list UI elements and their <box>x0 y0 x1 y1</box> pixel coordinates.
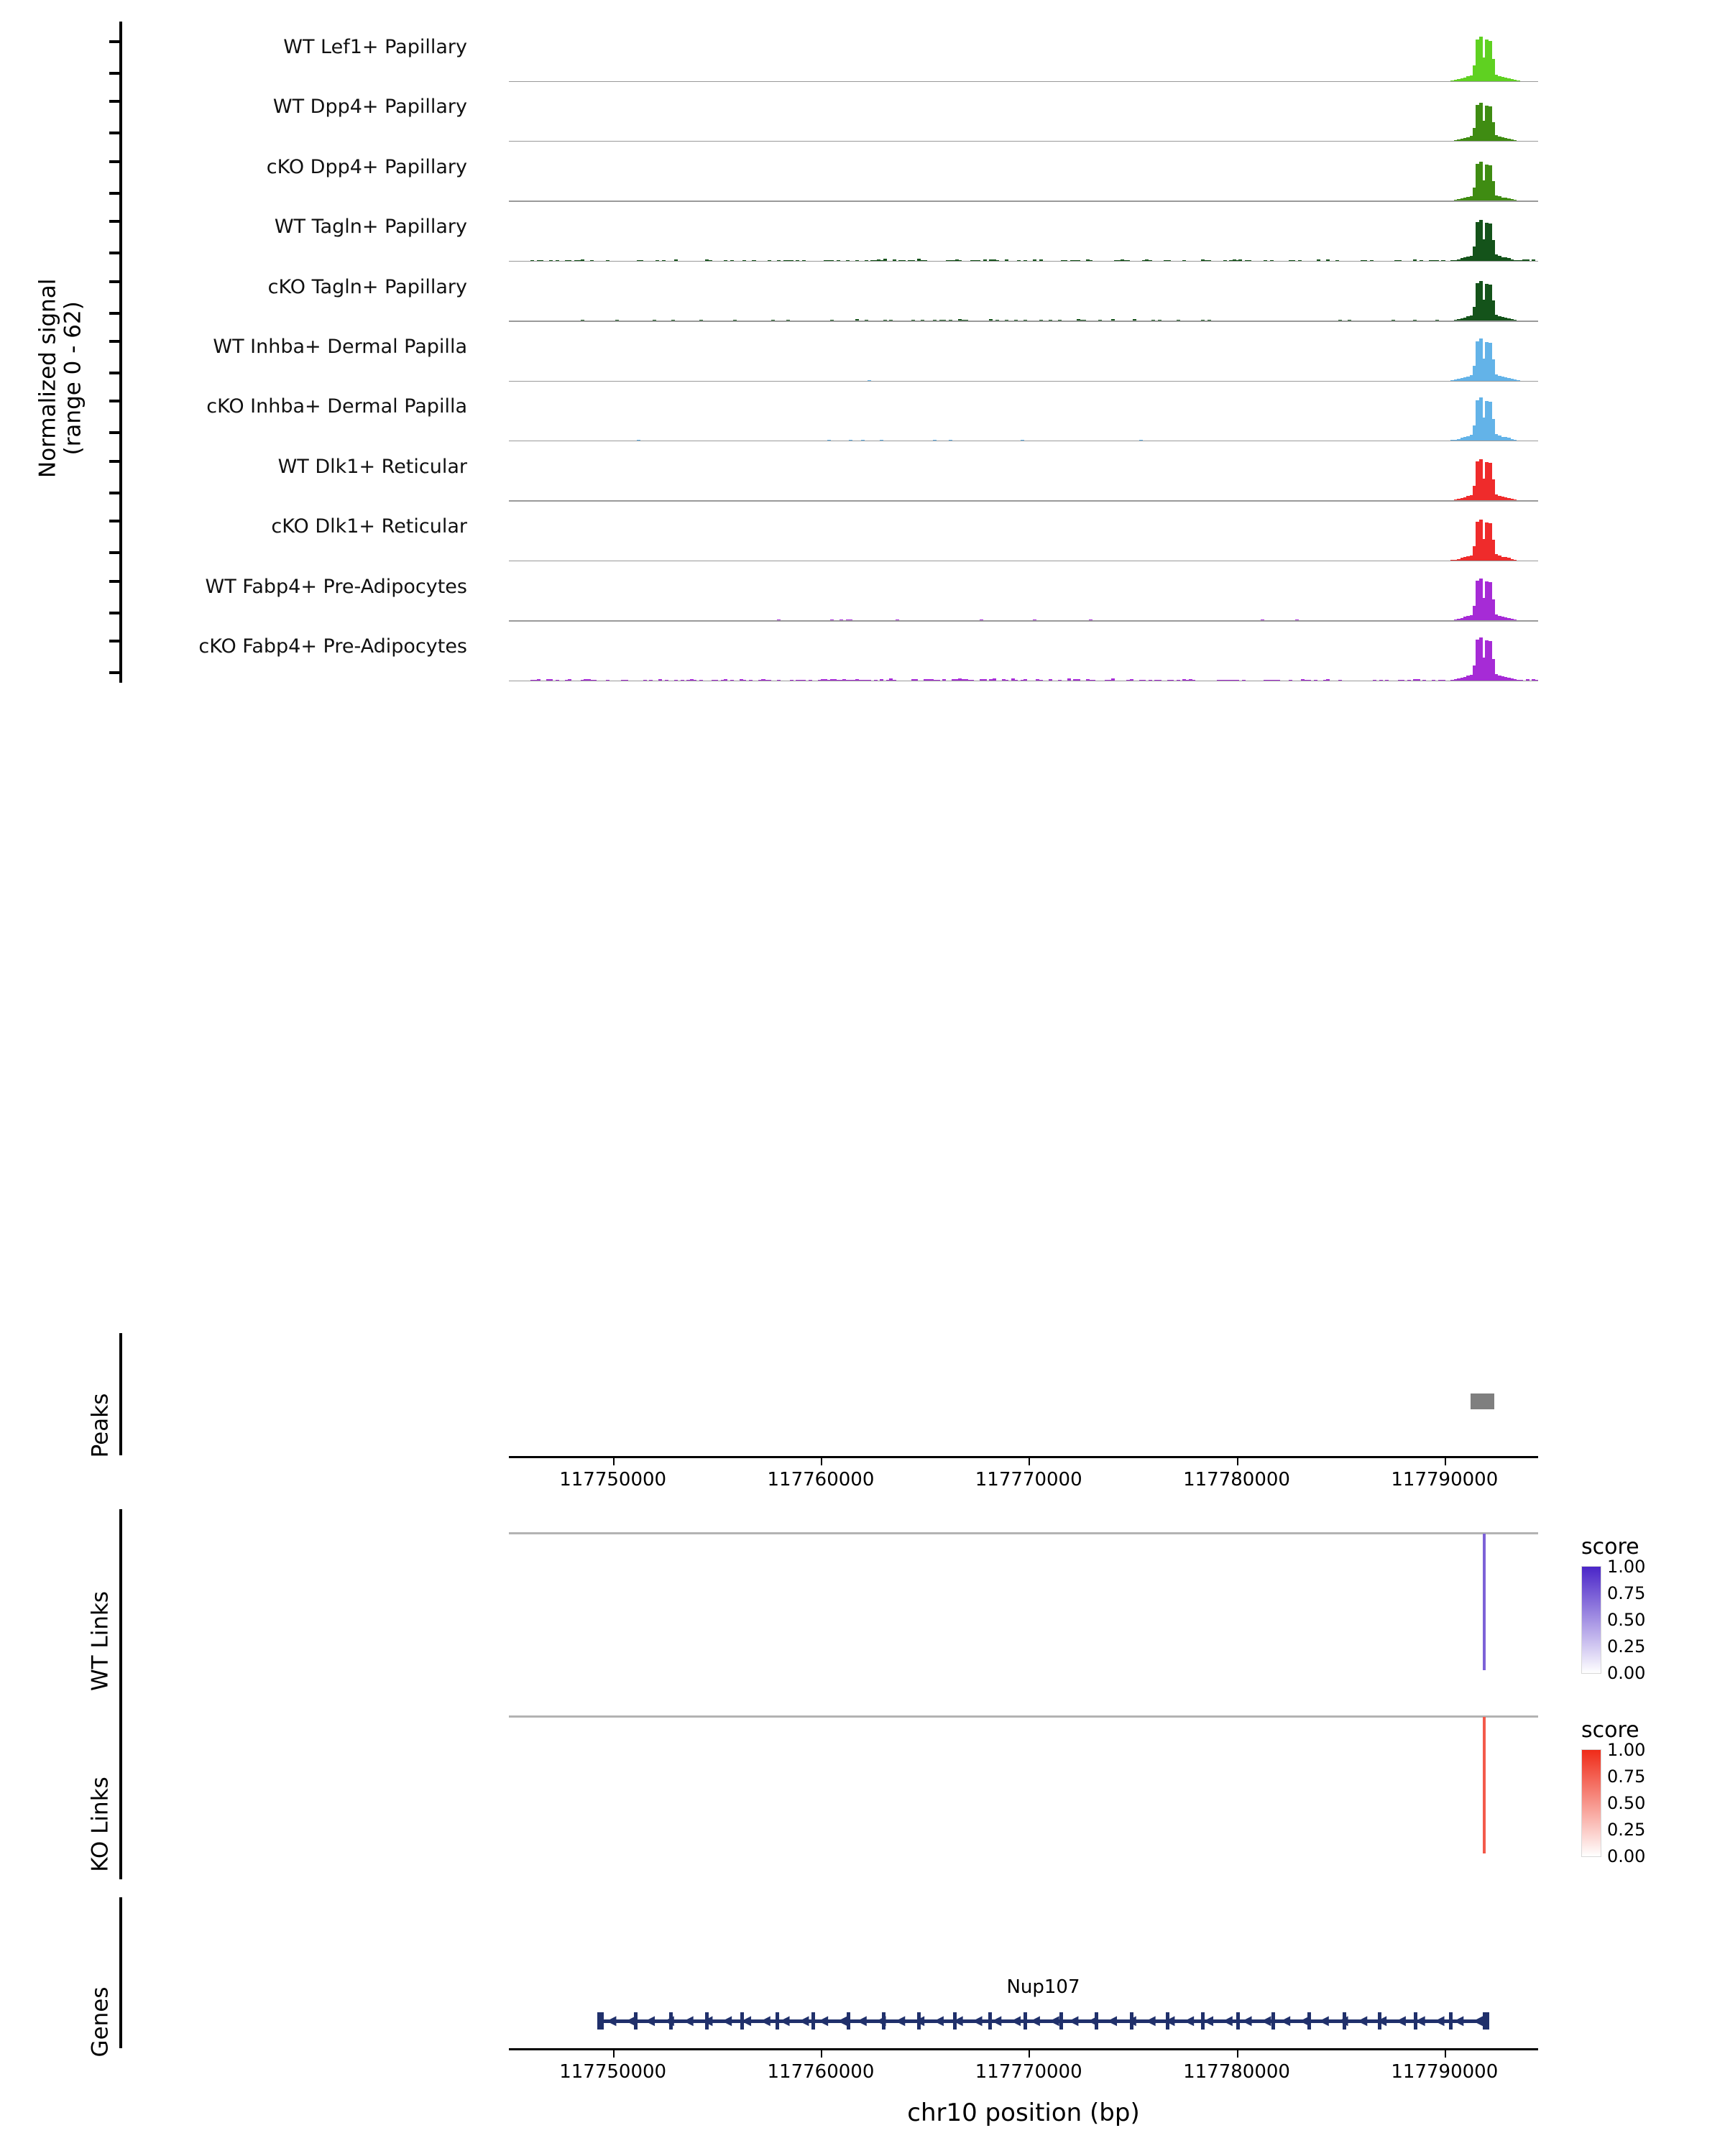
legend-tick-label: 1.00 <box>1607 1557 1646 1577</box>
x-axis-tick-label: 117780000 <box>1183 2061 1290 2083</box>
gene-strand-arrow-icon: ◀ <box>683 2013 694 2028</box>
signal-axis-tick <box>109 160 119 163</box>
link-line <box>1483 1534 1486 1670</box>
gene-strand-arrow-icon: ◀ <box>1068 2013 1079 2028</box>
legend-title: score <box>1581 1534 1639 1560</box>
signal-baseline <box>509 81 1538 83</box>
peaks-track <box>509 1333 1538 1455</box>
signal-baseline <box>509 381 1538 382</box>
signal-axis-tick <box>109 640 119 642</box>
gene-strand-arrow-icon: ◀ <box>1261 2013 1271 2028</box>
gene-strand-arrow-icon: ◀ <box>1453 2013 1464 2028</box>
track-label: WT Dlk1+ Reticular <box>277 455 467 478</box>
gene-strand-arrow-icon: ◀ <box>702 2013 713 2028</box>
signal-axis-label-text: Normalized signal (range 0 - 62) <box>34 278 86 478</box>
peak-rect <box>1471 1393 1494 1409</box>
track-label: WT Lef1+ Papillary <box>283 36 467 58</box>
gene-exon <box>776 2012 779 2030</box>
legend-tick-label: 0.25 <box>1607 1820 1646 1840</box>
gene-strand-arrow-icon: ◀ <box>1087 2013 1098 2028</box>
gene-strand-arrow-icon: ◀ <box>741 2013 752 2028</box>
gene-strand-arrow-icon: ◀ <box>1241 2013 1252 2028</box>
ko-links-baseline <box>509 1715 1538 1718</box>
gene-strand-arrow-icon: ◀ <box>1164 2013 1175 2028</box>
signal-baseline <box>509 620 1538 622</box>
x-axis-tick-label: 117750000 <box>559 2061 667 2083</box>
signal-axis-tick <box>109 460 119 463</box>
gene-strand-arrow-icon: ◀ <box>1300 2013 1310 2028</box>
gene-exon <box>1449 2012 1453 2030</box>
signal-track <box>509 627 1538 681</box>
signal-baseline <box>509 201 1538 202</box>
wt-links-track <box>509 1509 1538 1696</box>
ko-links-axis-label <box>63 1716 139 1932</box>
gene-strand-arrow-icon: ◀ <box>837 2013 848 2028</box>
track-label: WT Fabp4+ Pre-Adipocytes <box>205 575 467 598</box>
signal-track <box>509 327 1538 382</box>
x-axis-tick-label: 117780000 <box>1183 1469 1290 1491</box>
gene-strand-arrow-icon: ◀ <box>1126 2013 1136 2028</box>
gene-strand-arrow-icon: ◀ <box>1280 2013 1291 2028</box>
track-label: cKO Fabp4+ Pre-Adipocytes <box>198 635 467 658</box>
gene-strand-arrow-icon: ◀ <box>818 2013 829 2028</box>
link-line <box>1483 1717 1486 1853</box>
x-axis-tick <box>1445 1457 1446 1465</box>
gene-strand-arrow-icon: ◀ <box>1338 2013 1348 2028</box>
peaks-axis-label-text: Peaks <box>87 1393 114 1458</box>
x-axis-tick <box>1237 2050 1238 2058</box>
x-axis-tick-label: 117790000 <box>1391 2061 1499 2083</box>
signal-track <box>509 507 1538 561</box>
gene-strand-arrow-icon: ◀ <box>606 2013 617 2028</box>
ko-links-track <box>509 1692 1538 1879</box>
signal-baseline <box>509 561 1538 562</box>
signal-baseline <box>509 500 1538 502</box>
legend-tick-label: 0.00 <box>1607 1846 1646 1866</box>
signal-axis-tick <box>109 671 119 674</box>
genes-axis-label <box>63 1928 139 2115</box>
signal-track <box>509 267 1538 322</box>
x-axis-tick-label: 117760000 <box>767 1469 875 1491</box>
legend-tick-label: 0.50 <box>1607 1793 1646 1813</box>
track-label: WT Dpp4+ Papillary <box>272 96 467 119</box>
signal-track <box>509 387 1538 441</box>
gene-strand-arrow-icon: ◀ <box>1030 2013 1040 2028</box>
gene-strand-arrow-icon: ◀ <box>1357 2013 1368 2028</box>
gene-strand-arrow-icon: ◀ <box>1049 2013 1059 2028</box>
signal-axis-tick <box>109 580 119 583</box>
signal-baseline <box>509 321 1538 322</box>
gene-strand-arrow-icon: ◀ <box>1376 2013 1387 2028</box>
gene-exon <box>811 2012 815 2030</box>
x-axis-tick-label: 117750000 <box>559 1469 667 1491</box>
gene-strand-arrow-icon: ◀ <box>1396 2013 1406 2028</box>
signal-baseline <box>509 141 1538 142</box>
track-label: cKO Inhba+ Dermal Papilla <box>206 395 467 418</box>
ko-links-axis-label-text: KO Links <box>87 1777 114 1872</box>
x-axis-tick <box>821 1457 822 1465</box>
x-axis-tick <box>613 2050 615 2058</box>
gene-strand-arrow-icon: ◀ <box>1107 2013 1118 2028</box>
legend-tick-label: 0.25 <box>1607 1636 1646 1657</box>
genes-track <box>509 1897 1538 2048</box>
signal-axis-tick <box>109 400 119 402</box>
x-axis-title-text: chr10 position (bp) <box>907 2099 1140 2127</box>
x-axis-tick <box>1029 1457 1030 1465</box>
x-axis-tick-label: 117770000 <box>975 1469 1082 1491</box>
x-axis-tick <box>821 2050 822 2058</box>
signal-axis-tick <box>109 312 119 315</box>
gene-strand-arrow-icon: ◀ <box>1434 2013 1445 2028</box>
signal-axis-tick <box>109 551 119 554</box>
gene-strand-arrow-icon: ◀ <box>664 2013 674 2028</box>
signal-axis-tick <box>109 252 119 254</box>
gene-exon <box>1059 2012 1063 2030</box>
signal-axis-tick <box>109 192 119 195</box>
gene-name: Nup107 <box>1006 1976 1080 1998</box>
peaks-panel-spine <box>119 1333 122 1455</box>
legend-colorbar <box>1581 1566 1601 1674</box>
gene-strand-arrow-icon: ◀ <box>856 2013 867 2028</box>
genes-panel-spine <box>119 1897 122 2048</box>
signal-axis-tick <box>109 431 119 434</box>
gene-strand-arrow-icon: ◀ <box>1203 2013 1214 2028</box>
wt-links-axis-label-text: WT Links <box>87 1590 114 1692</box>
signal-track <box>509 207 1538 262</box>
gene-strand-arrow-icon: ◀ <box>722 2013 732 2028</box>
signal-axis-tick <box>109 520 119 522</box>
x-axis-line <box>509 1456 1538 1458</box>
signal-track <box>509 147 1538 202</box>
x-axis-title <box>509 2099 1538 2127</box>
legend-tick-label: 0.75 <box>1607 1766 1646 1787</box>
gene-strand-arrow-icon: ◀ <box>914 2013 925 2028</box>
x-axis-tick-label: 117770000 <box>975 2061 1082 2083</box>
legend-tick-label: 1.00 <box>1607 1740 1646 1760</box>
gene-exon <box>1483 2012 1489 2030</box>
signal-axis-tick <box>109 340 119 343</box>
gene-strand-arrow-icon: ◀ <box>625 2013 636 2028</box>
signal-axis-tick <box>109 612 119 614</box>
gene-strand-arrow-icon: ◀ <box>952 2013 963 2028</box>
signal-axis-tick <box>109 72 119 75</box>
x-axis-tick <box>1029 2050 1030 2058</box>
legend-tick-label: 0.50 <box>1607 1610 1646 1630</box>
wt-links-panel-spine <box>119 1509 122 1696</box>
gene-strand-arrow-icon: ◀ <box>1473 2013 1484 2028</box>
x-axis-tick <box>1237 1457 1238 1465</box>
x-axis-tick-label: 117790000 <box>1391 1469 1499 1491</box>
peaks-axis-label <box>63 1346 139 1504</box>
track-label: WT Inhba+ Dermal Papilla <box>213 336 467 358</box>
track-label: cKO Tagln+ Papillary <box>267 275 467 298</box>
gene-strand-arrow-icon: ◀ <box>895 2013 906 2028</box>
gene-strand-arrow-icon: ◀ <box>1184 2013 1195 2028</box>
signal-track <box>509 447 1538 502</box>
ko-links-panel-spine <box>119 1692 122 1879</box>
signal-baseline <box>509 681 1538 682</box>
signal-track <box>509 87 1538 142</box>
track-label: cKO Dpp4+ Papillary <box>266 155 467 178</box>
x-axis-tick <box>1445 2050 1446 2058</box>
track-label: cKO Dlk1+ Reticular <box>271 515 467 538</box>
x-axis-tick-label: 117760000 <box>767 2061 875 2083</box>
signal-axis-tick <box>109 132 119 134</box>
gene-exon <box>1024 2012 1027 2030</box>
signal-panel-spine <box>119 22 122 683</box>
x-axis-tick <box>613 1457 615 1465</box>
signal-axis-tick <box>109 280 119 283</box>
gene-strand-arrow-icon: ◀ <box>1222 2013 1233 2028</box>
signal-axis-tick <box>109 372 119 374</box>
signal-axis-tick <box>109 220 119 223</box>
gene-strand-arrow-icon: ◀ <box>991 2013 1002 2028</box>
signal-baseline <box>509 261 1538 262</box>
signal-baseline <box>509 441 1538 442</box>
gene-exon <box>597 2012 604 2030</box>
gene-strand-arrow-icon: ◀ <box>760 2013 770 2028</box>
gene-strand-arrow-icon: ◀ <box>1414 2013 1425 2028</box>
gene-strand-arrow-icon: ◀ <box>779 2013 790 2028</box>
gene-strand-arrow-icon: ◀ <box>1011 2013 1021 2028</box>
x-axis-line <box>509 2048 1538 2050</box>
legend-title: score <box>1581 1718 1639 1743</box>
signal-axis-tick <box>109 492 119 494</box>
wt-links-baseline <box>509 1532 1538 1534</box>
gene-strand-arrow-icon: ◀ <box>934 2013 944 2028</box>
legend-tick-label: 0.00 <box>1607 1663 1646 1683</box>
legend-colorbar <box>1581 1749 1601 1857</box>
legend-tick-label: 0.75 <box>1607 1583 1646 1603</box>
gene-body <box>600 2019 1486 2023</box>
gene-exon <box>1271 2012 1275 2030</box>
gene-strand-arrow-icon: ◀ <box>799 2013 809 2028</box>
signal-track <box>509 27 1538 82</box>
signal-track <box>509 567 1538 622</box>
gene-strand-arrow-icon: ◀ <box>1145 2013 1156 2028</box>
genes-axis-label-text: Genes <box>87 1986 114 2058</box>
gene-exon <box>1236 2012 1240 2030</box>
track-label: WT Tagln+ Papillary <box>274 216 467 239</box>
gene-strand-arrow-icon: ◀ <box>1318 2013 1329 2028</box>
gene-strand-arrow-icon: ◀ <box>972 2013 983 2028</box>
signal-axis-tick <box>109 40 119 43</box>
gene-strand-arrow-icon: ◀ <box>875 2013 886 2028</box>
gene-strand-arrow-icon: ◀ <box>645 2013 656 2028</box>
signal-axis-label <box>10 249 113 507</box>
signal-axis-tick <box>109 100 119 103</box>
